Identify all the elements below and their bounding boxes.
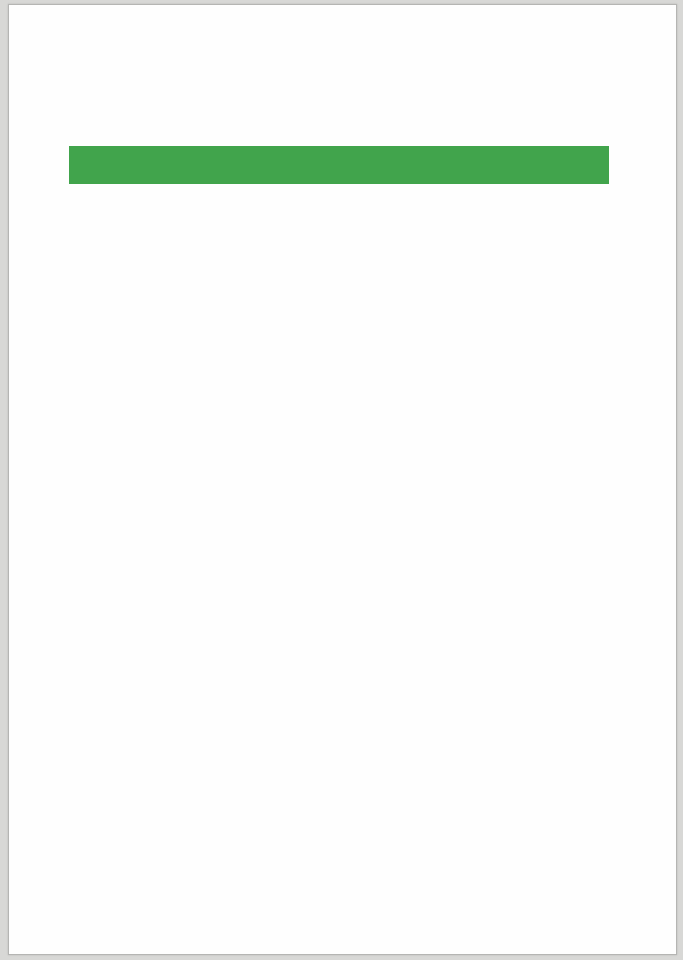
answers-banner bbox=[69, 146, 609, 184]
page-content bbox=[69, 5, 609, 184]
workbook-page bbox=[8, 4, 677, 955]
